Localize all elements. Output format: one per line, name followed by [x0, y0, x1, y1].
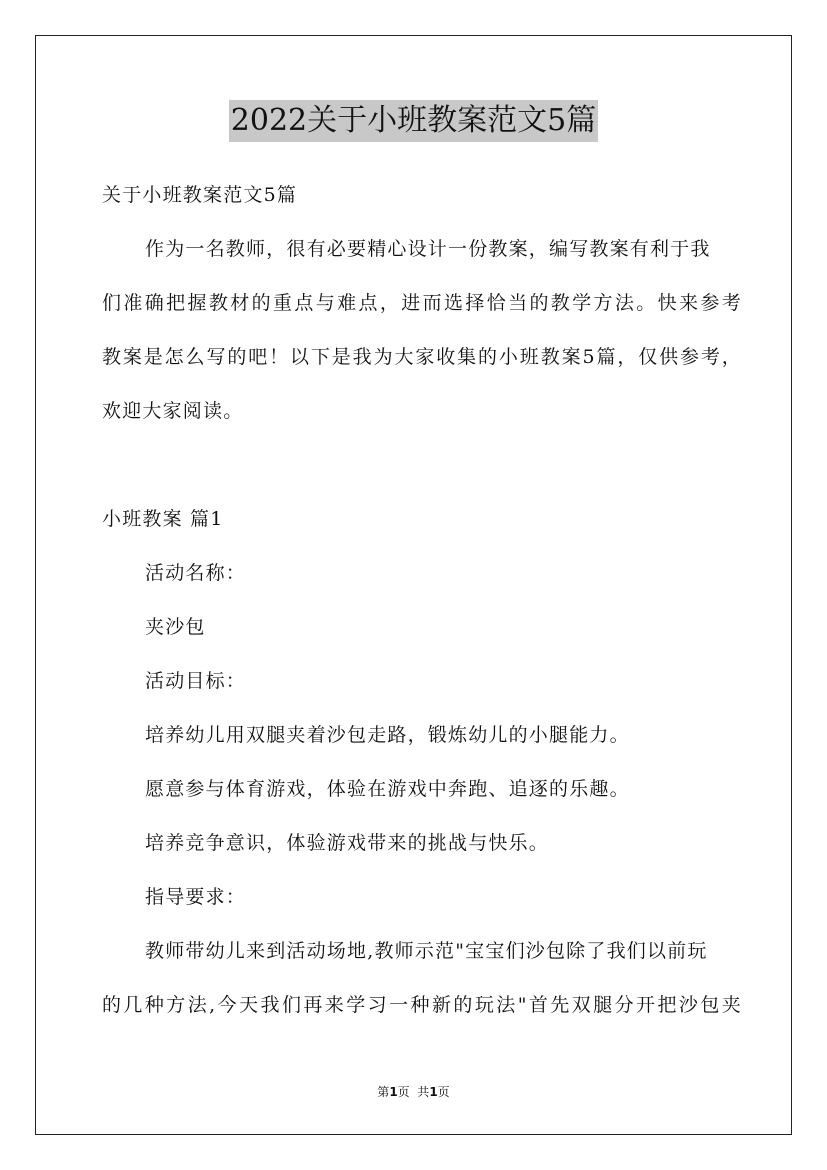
footer-page-suffix: 页 — [437, 1085, 450, 1099]
closing-line-2: 的几种方法,今天我们再来学习一种新的玩法"首先双腿分开把沙包夹 — [102, 994, 742, 1016]
footer-page-mid: 页 共 — [397, 1085, 430, 1099]
section-heading: 小班教案 篇1 — [102, 508, 224, 530]
footer-page-total: 1 — [429, 1085, 438, 1099]
intro-line-2: 们准确把握教材的重点与难点，进而选择恰当的教学方法。快来参考 — [102, 292, 742, 314]
document-title: 2022关于小班教案范文5篇 — [229, 100, 598, 142]
page-footer — [0, 1084, 827, 1100]
section-line-1: 活动名称： — [145, 562, 247, 584]
section-line-6: 培养竞争意识，体验游戏带来的挑战与快乐。 — [145, 832, 550, 854]
intro-line-4: 欢迎大家阅读。 — [102, 400, 244, 422]
intro-line-3: 教案是怎么写的吧！以下是我为大家收集的小班教案5篇，仅供参考， — [102, 346, 742, 368]
document-subtitle: 关于小班教案范文5篇 — [102, 184, 298, 206]
section-line-4: 培养幼儿用双腿夹着沙包走路，锻炼幼儿的小腿能力。 — [145, 724, 630, 746]
intro-line-1: 作为一名教师，很有必要精心设计一份教案，编写教案有利于我 — [145, 238, 711, 260]
title-wrap — [0, 100, 827, 142]
closing-line-1: 教师带幼儿来到活动场地,教师示范"宝宝们沙包除了我们以前玩 — [145, 940, 708, 962]
section-line-5: 愿意参与体育游戏，体验在游戏中奔跑、追逐的乐趣。 — [145, 778, 630, 800]
footer-page-prefix: 第 — [377, 1085, 390, 1099]
footer-page-current: 1 — [389, 1085, 398, 1099]
section-line-2: 夹沙包 — [145, 616, 206, 638]
section-line-3: 活动目标： — [145, 670, 247, 692]
section-line-7: 指导要求： — [145, 886, 247, 908]
